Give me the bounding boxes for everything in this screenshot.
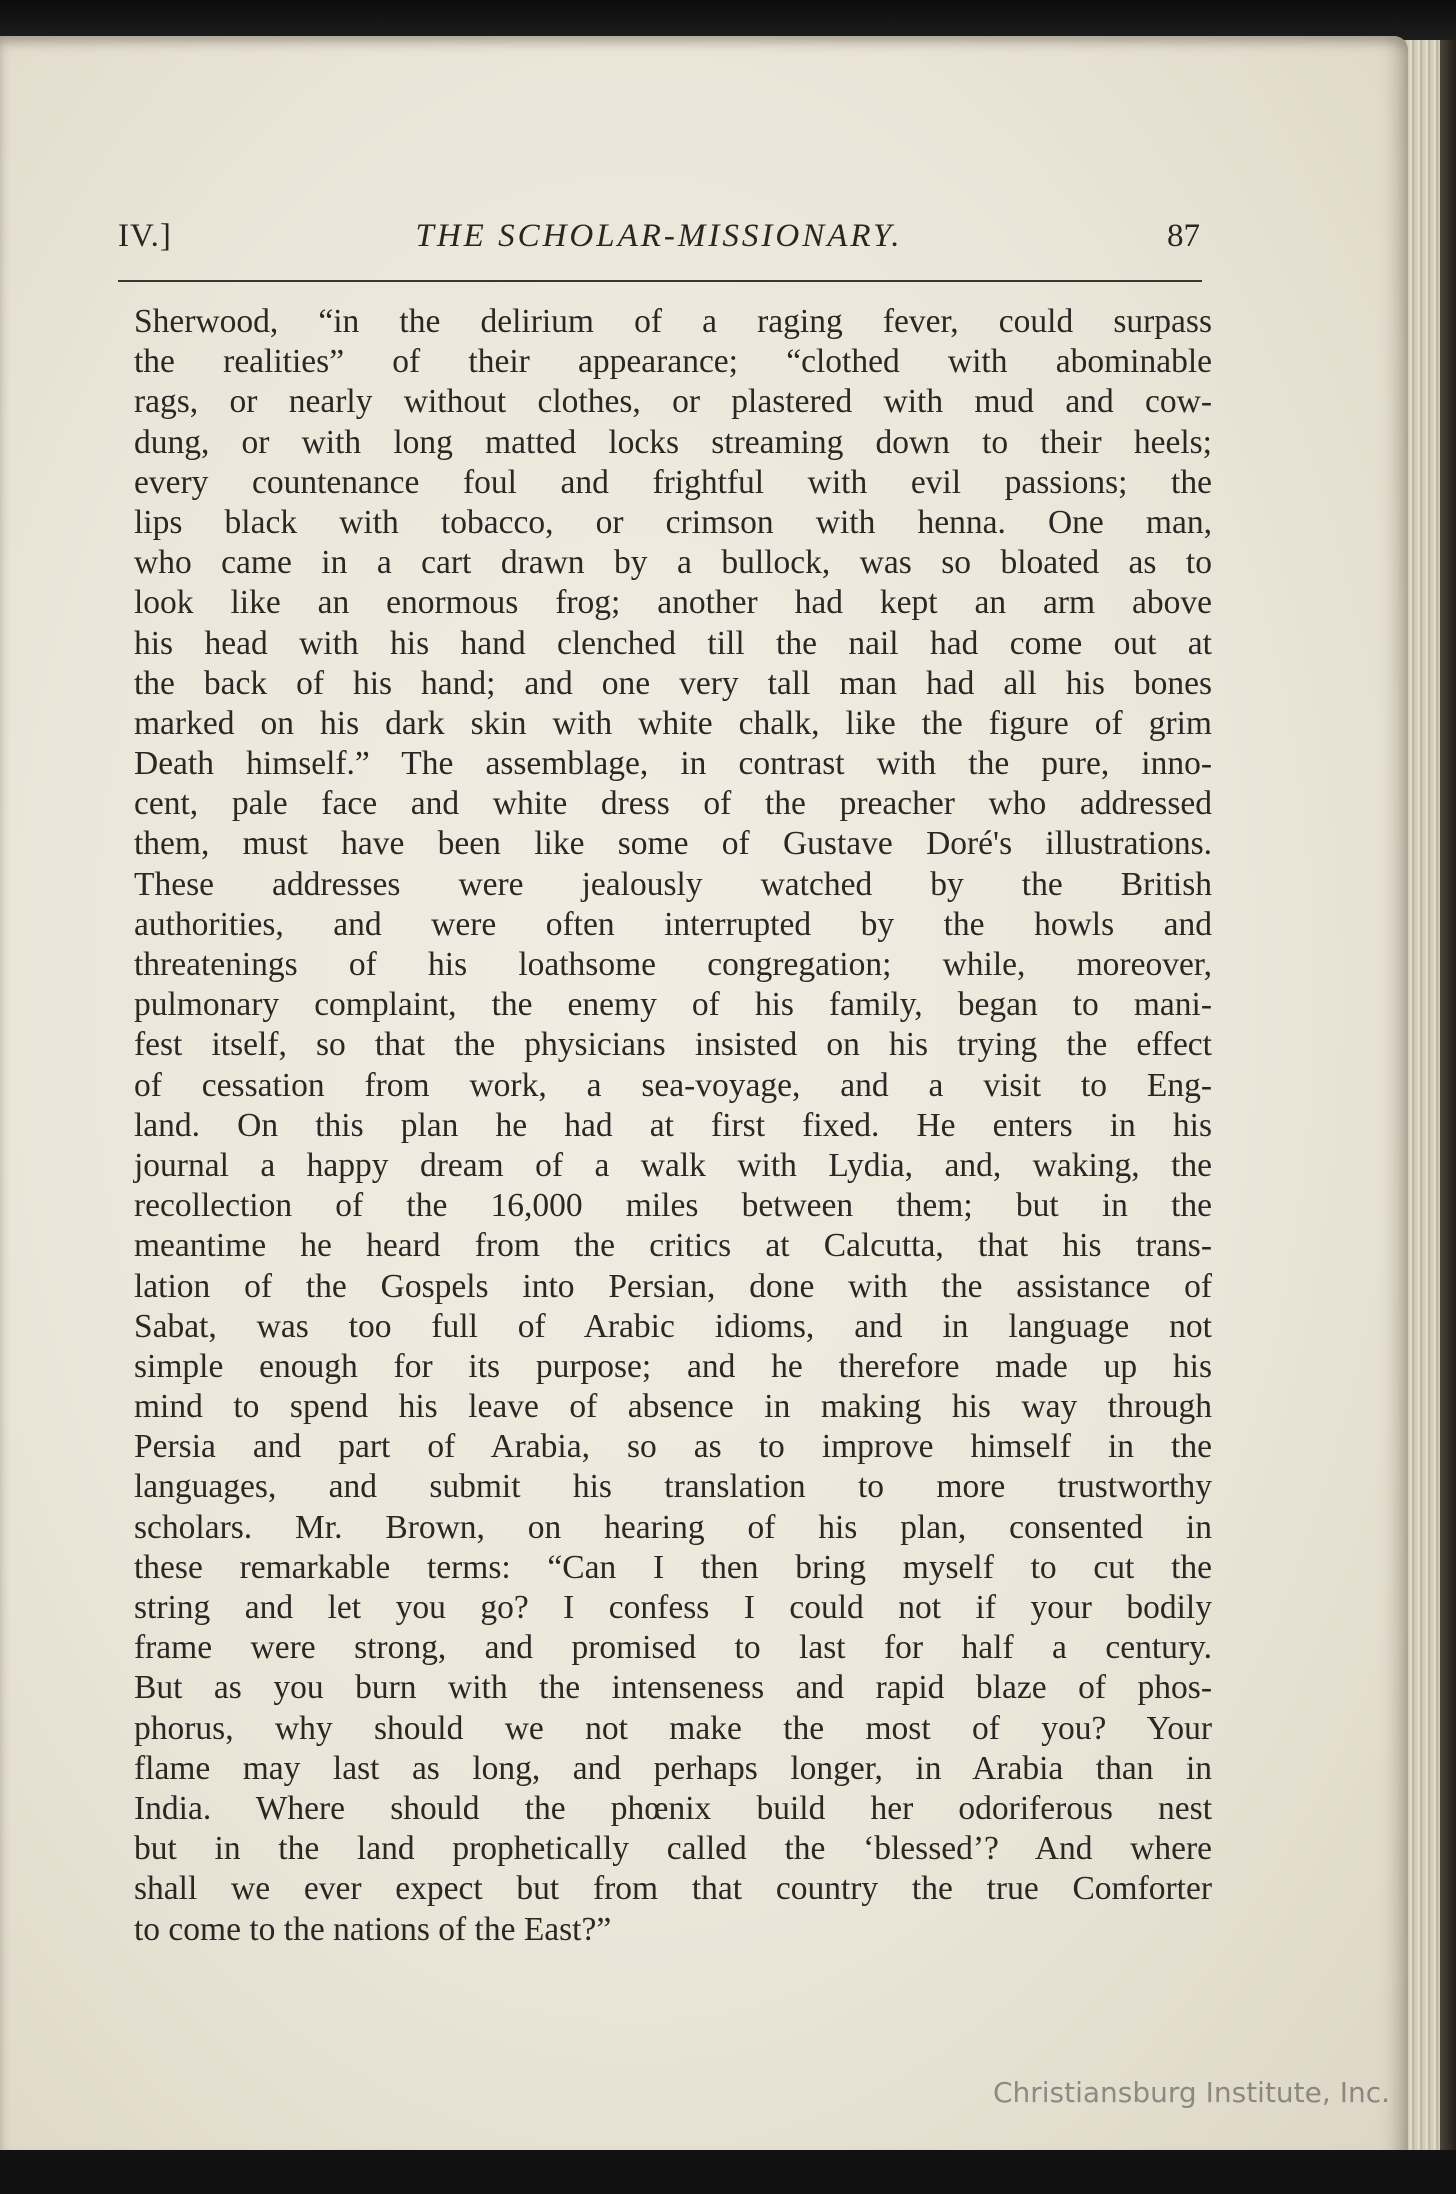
text-line: look like an enormous frog; another had kept an arm above: [134, 584, 1212, 622]
text-line: flame may last as long, and perhaps longer, in Arabia than in: [134, 1749, 1212, 1787]
text-line: fest itself, so that the physicians insisted on his trying the effect: [134, 1026, 1212, 1064]
text-line: but in the land prophetically called the ‘blessed’? And where: [134, 1830, 1212, 1868]
text-line: every countenance foul and frightful with evil passions; the: [134, 463, 1212, 501]
text-line: his head with his hand clenched till the nail had come out at: [134, 624, 1212, 662]
text-line: the realities” of their appearance; “clothed with abominable: [134, 343, 1212, 381]
page-number: 87: [1167, 218, 1200, 254]
chapter-marker: IV.]: [118, 218, 172, 254]
text-line: them, must have been like some of Gustave Doré's illustrations.: [134, 825, 1212, 863]
text-line: frame were strong, and promised to last for half a century.: [134, 1629, 1212, 1667]
body-text: [134, 302, 1212, 1950]
watermark: Christiansburg Institute, Inc.: [992, 2076, 1390, 2109]
running-title: THE SCHOLAR-MISSIONARY.: [415, 218, 903, 254]
text-line: marked on his dark skin with white chalk, like the figure of grim: [134, 704, 1212, 742]
text-line: cent, pale face and white dress of the preacher who addressed: [134, 785, 1212, 823]
text-line: these remarkable terms: “Can I then bring myself to cut the: [134, 1548, 1212, 1586]
running-head: [118, 216, 1200, 266]
text-line: simple enough for its purpose; and he therefore made up his: [134, 1347, 1212, 1385]
text-line: lips black with tobacco, or crimson with henna. One man,: [134, 503, 1212, 541]
text-line: land. On this plan he had at first fixed. He enters in his: [134, 1106, 1212, 1144]
text-line: Death himself.” The assemblage, in contrast with the pure, inno-: [134, 745, 1212, 783]
text-line: India. Where should the phœnix build her odoriferous nest: [134, 1789, 1212, 1827]
text-line: phorus, why should we not make the most of you? Your: [134, 1709, 1212, 1747]
text-line: string and let you go? I confess I could not if your bodily: [134, 1589, 1212, 1626]
text-line: mind to spend his leave of absence in making his way through: [134, 1388, 1212, 1426]
text-line: These addresses were jealously watched by the British: [134, 865, 1212, 903]
text-line: Persia and part of Arabia, so as to improve himself in the: [134, 1428, 1212, 1466]
text-line: rags, or nearly without clothes, or plastered with mud and cow-: [134, 383, 1212, 421]
text-line: meantime he heard from the critics at Calcutta, that his trans-: [134, 1227, 1212, 1265]
text-line: of cessation from work, a sea-voyage, and a visit to Eng-: [134, 1066, 1212, 1104]
text-line: authorities, and were often interrupted by the howls and: [134, 905, 1212, 943]
text-line: pulmonary complaint, the enemy of his family, began to mani-: [134, 986, 1212, 1024]
text-line: But as you burn with the intenseness and rapid blaze of phos-: [134, 1669, 1212, 1707]
text-line: Sabat, was too full of Arabic idioms, and in language not: [134, 1307, 1212, 1345]
text-line: lation of the Gospels into Persian, done with the assistance of: [134, 1267, 1212, 1305]
text-line: the back of his hand; and one very tall man had all his bones: [134, 664, 1212, 702]
text-line: recollection of the 16,000 miles between them; but in the: [134, 1187, 1212, 1225]
text-line: dung, or with long matted locks streaming down to their heels;: [134, 423, 1212, 461]
text-line: shall we ever expect but from that country the true Comforter: [134, 1870, 1212, 1908]
text-line: to come to the nations of the East?”: [134, 1910, 612, 1948]
header-rule: [118, 280, 1202, 282]
text-line: scholars. Mr. Brown, on hearing of his plan, consented in: [134, 1508, 1212, 1546]
text-line: journal a happy dream of a walk with Lydia, and, waking, the: [134, 1146, 1212, 1184]
text-line: languages, and submit his translation to more trustworthy: [134, 1468, 1212, 1506]
text-line: who came in a cart drawn by a bullock, was so bloated as to: [134, 544, 1212, 582]
background-bottom: [0, 2150, 1456, 2194]
text-line: Sherwood, “in the delirium of a raging fever, could surpass: [134, 303, 1212, 340]
text-line: threatenings of his loathsome congregation; while, moreover,: [134, 946, 1212, 983]
